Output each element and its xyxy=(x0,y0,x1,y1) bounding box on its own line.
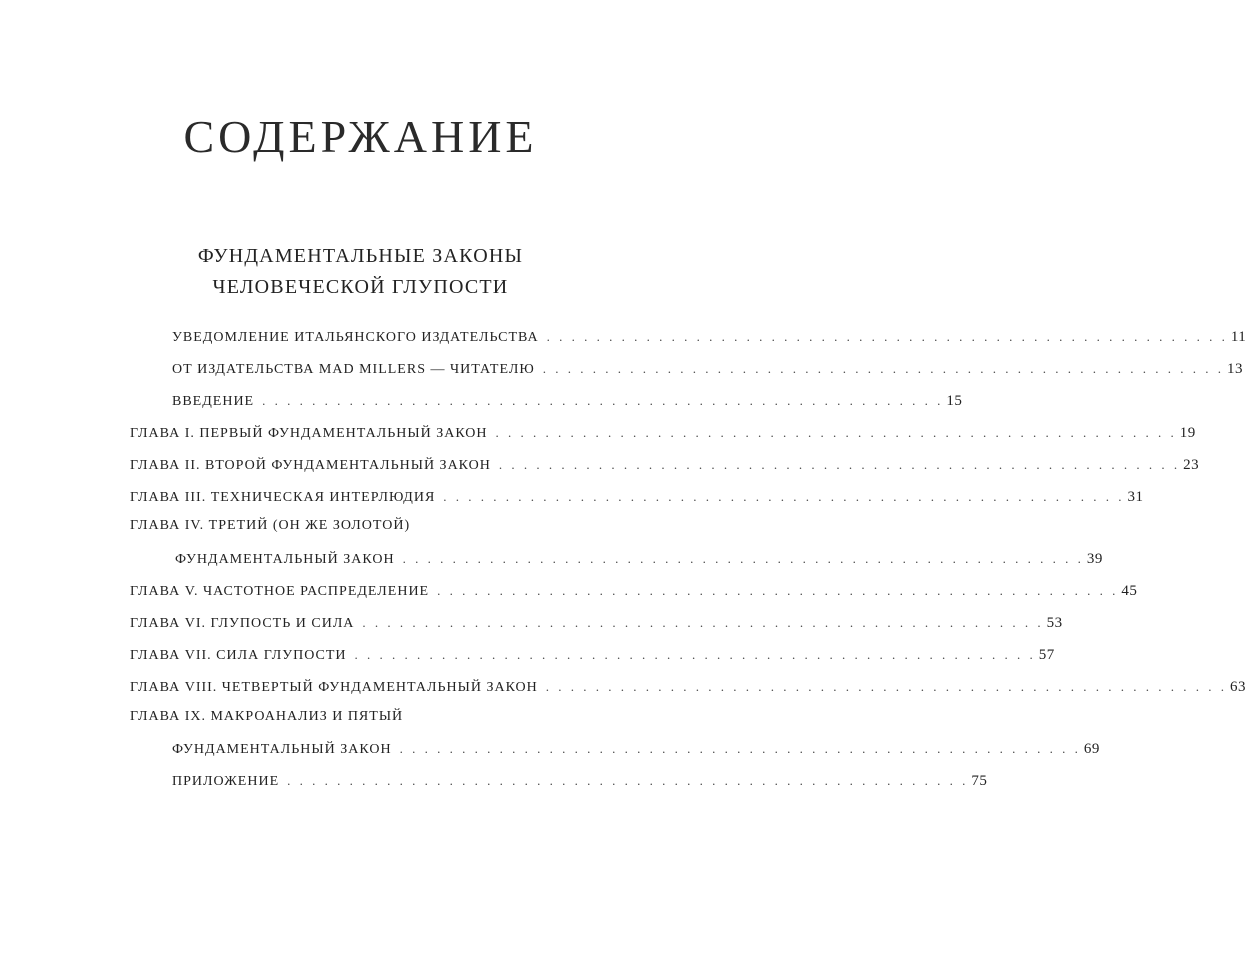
toc-entry-page: 39 xyxy=(1086,551,1103,567)
toc-entry-page: 19 xyxy=(1179,425,1196,441)
toc-entry-label: ФУНДАМЕНТАЛЬНЫЙ ЗАКОН xyxy=(172,742,392,757)
toc-entry-page: 13 xyxy=(1226,361,1243,377)
toc-entry-label: УВЕДОМЛЕНИЕ ИТАЛЬЯНСКОГО ИЗДАТЕЛЬСТВА xyxy=(172,330,539,345)
toc-entry-label: ГЛАВА VII. СИЛА ГЛУПОСТИ xyxy=(130,648,347,663)
toc-entry-page: 31 xyxy=(1127,489,1144,505)
toc-entry xyxy=(172,361,1243,383)
toc-entry xyxy=(175,551,1103,573)
dot-leader: . . . . . . . . . . . . . . . . . . . . . . . . . . . . . . . . . . . . . . . . . . . . . . . . . . . . . . . xyxy=(545,679,1228,694)
dot-leader: . . . . . . . . . . . . . . . . . . . . . . . . . . . . . . . . . . . . . . . . . . . . . . . . . . . . . . . xyxy=(262,393,944,408)
toc-entry xyxy=(172,773,988,795)
toc-entry xyxy=(130,709,403,731)
toc-entry-label: ПРИЛОЖЕНИЕ xyxy=(172,774,280,789)
toc-entry xyxy=(130,583,1138,605)
toc-entry xyxy=(130,489,1144,511)
toc-entry-label: ГЛАВА VI. ГЛУПОСТЬ И СИЛА xyxy=(130,616,355,631)
toc-entry xyxy=(130,679,1246,701)
toc-entry-page: 63 xyxy=(1230,679,1246,695)
dot-leader: . . . . . . . . . . . . . . . . . . . . . . . . . . . . . . . . . . . . . . . . . . . . . . . . . . . . . . . xyxy=(354,647,1036,662)
toc-entry-label: ГЛАВА IX. МАКРОАНАЛИЗ И ПЯТЫЙ xyxy=(130,709,404,724)
page-title: СОДЕРЖАНИЕ xyxy=(183,111,538,162)
dot-leader: . . . . . . . . . . . . . . . . . . . . . . . . . . . . . . . . . . . . . . . . . . . . . . . . . . . . . . . xyxy=(542,361,1224,376)
toc-entry-label: ГЛАВА VIII. ЧЕТВЕРТЫЙ ФУНДАМЕНТАЛЬНЫЙ ЗАКОН xyxy=(130,680,538,695)
toc-entry-page: 75 xyxy=(971,773,988,789)
toc-entry xyxy=(130,518,410,540)
toc-entry-label: ГЛАВА II. ВТОРОЙ ФУНДАМЕНТАЛЬНЫЙ ЗАКОН xyxy=(130,458,491,473)
section-title-line-1: ФУНДАМЕНТАЛЬНЫЕ ЗАКОНЫ xyxy=(197,245,524,267)
section-title-line-2: ЧЕЛОВЕЧЕСКОЙ ГЛУПОСТИ xyxy=(212,276,509,298)
toc-entry-page: 15 xyxy=(946,393,963,409)
toc-entry-label: ГЛАВА IV. ТРЕТИЙ (ОН ЖЕ ЗОЛОТОЙ) xyxy=(130,518,411,533)
toc-entry-label: ГЛАВА III. ТЕХНИЧЕСКАЯ ИНТЕРЛЮДИЯ xyxy=(130,490,436,505)
toc-entry xyxy=(172,393,963,415)
dot-leader: . . . . . . . . . . . . . . . . . . . . . . . . . . . . . . . . . . . . . . . . . . . . . . . . . . . . . . . xyxy=(287,773,969,788)
toc-entry xyxy=(172,329,1246,351)
toc-entry-label: ФУНДАМЕНТАЛЬНЫЙ ЗАКОН xyxy=(175,552,395,567)
toc-entry xyxy=(172,741,1100,763)
toc-entry-page: 11 xyxy=(1230,329,1246,345)
toc-entry-label: ГЛАВА I. ПЕРВЫЙ ФУНДАМЕНТАЛЬНЫЙ ЗАКОН xyxy=(130,426,488,441)
toc-entry xyxy=(130,457,1200,479)
toc-entry xyxy=(130,615,1063,637)
dot-leader: . . . . . . . . . . . . . . . . . . . . . . . . . . . . . . . . . . . . . . . . . . . . . . . . . . . . . . . xyxy=(437,583,1119,598)
toc-entry xyxy=(130,425,1196,447)
dot-leader: . . . . . . . . . . . . . . . . . . . . . . . . . . . . . . . . . . . . . . . . . . . . . . . . . . . . . . . xyxy=(443,489,1125,504)
toc-entry-page: 23 xyxy=(1183,457,1200,473)
toc-entry-page: 69 xyxy=(1083,741,1100,757)
toc-entry-page: 57 xyxy=(1038,647,1055,663)
toc-entry-page: 53 xyxy=(1046,615,1063,631)
dot-leader: . . . . . . . . . . . . . . . . . . . . . . . . . . . . . . . . . . . . . . . . . . . . . . . . . . . . . . . xyxy=(546,329,1228,344)
toc-entry-label: ВВЕДЕНИЕ xyxy=(172,394,255,409)
toc-entry xyxy=(130,647,1055,669)
toc-entry-page: 45 xyxy=(1121,583,1138,599)
dot-leader: . . . . . . . . . . . . . . . . . . . . . . . . . . . . . . . . . . . . . . . . . . . . . . . . . . . . . . . xyxy=(402,551,1084,566)
toc-entry-label: ОТ ИЗДАТЕЛЬСТВА MAD MILLERS — ЧИТАТЕЛЮ xyxy=(172,362,535,377)
dot-leader: . . . . . . . . . . . . . . . . . . . . . . . . . . . . . . . . . . . . . . . . . . . . . . . . . . . . . . . xyxy=(498,457,1181,472)
dot-leader: . . . . . . . . . . . . . . . . . . . . . . . . . . . . . . . . . . . . . . . . . . . . . . . . . . . . . . . xyxy=(362,615,1044,630)
dot-leader: . . . . . . . . . . . . . . . . . . . . . . . . . . . . . . . . . . . . . . . . . . . . . . . . . . . . . . . xyxy=(399,741,1081,756)
dot-leader: . . . . . . . . . . . . . . . . . . . . . . . . . . . . . . . . . . . . . . . . . . . . . . . . . . . . . . . xyxy=(495,425,1177,440)
toc-entry-label: ГЛАВА V. ЧАСТОТНОЕ РАСПРЕДЕЛЕНИЕ xyxy=(130,584,430,599)
